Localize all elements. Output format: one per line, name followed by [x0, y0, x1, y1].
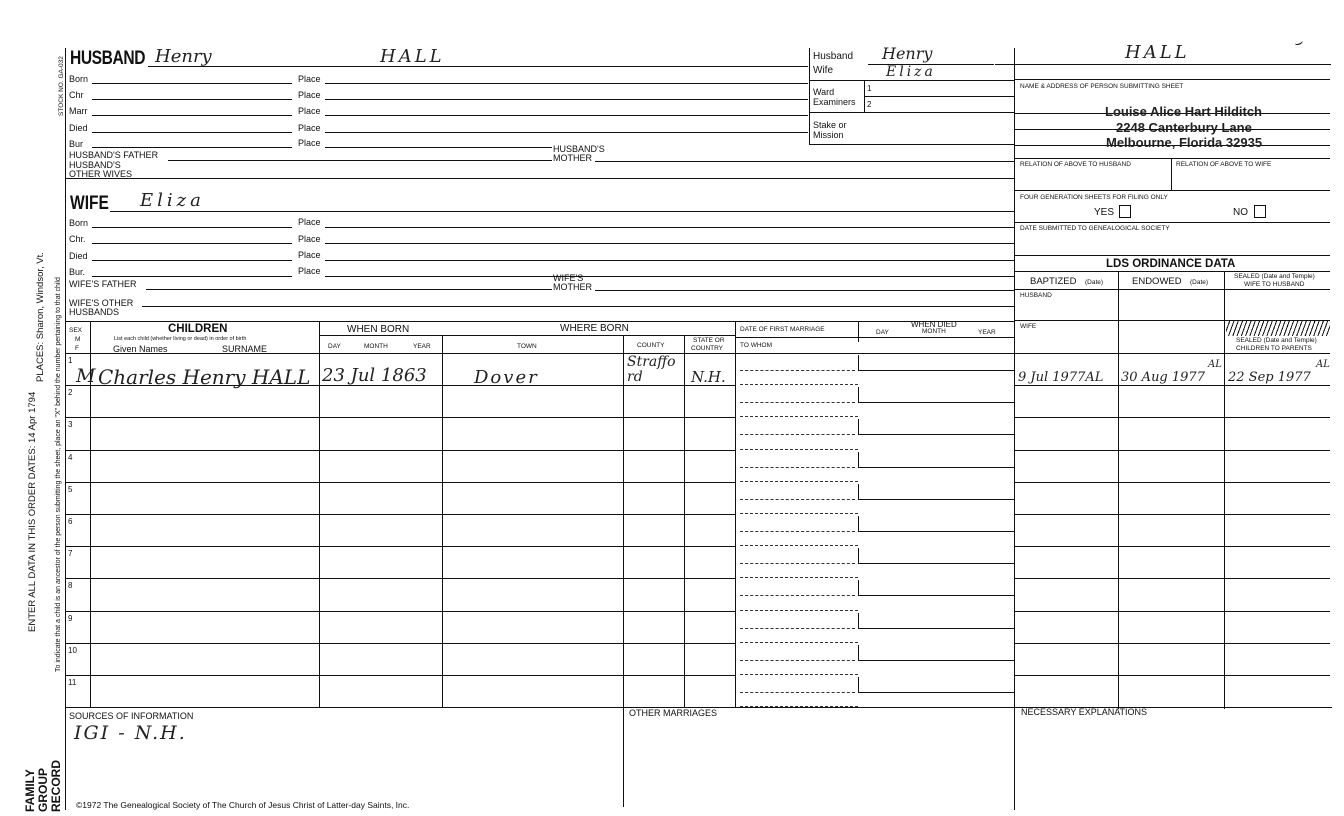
first-marriage-label: DATE OF FIRST MARRIAGE [740, 326, 825, 333]
child-row-line [65, 450, 735, 451]
child-row-line [65, 643, 735, 644]
wife-other-husbands-label-2: HUSBANDS [69, 307, 120, 317]
to-whom-line [740, 416, 858, 417]
death-date-cell[interactable] [858, 580, 1015, 596]
child1-born[interactable]: 23 Jul 1863 [322, 365, 427, 386]
born-year-label: YEAR [413, 343, 431, 350]
husband-born-place-label: Place [298, 74, 321, 84]
sex-f-label: F [75, 345, 79, 352]
child-row-number: 1 [68, 356, 73, 365]
examiner-1-label: 1 [867, 84, 872, 93]
child-row-line [65, 514, 735, 515]
tr-wife-label: Wife [813, 65, 833, 76]
lds-husband-label: HUSBAND [1020, 292, 1052, 299]
lds-row-line [1014, 482, 1330, 483]
child-row-line [65, 675, 735, 676]
husband-born-label: Born [69, 74, 89, 84]
baptized-date-label: (Date) [1085, 279, 1104, 286]
death-date-cell[interactable] [858, 645, 1015, 661]
submitter-city[interactable]: Melbourne, Florida 32935 [1106, 135, 1263, 150]
death-date-cell[interactable] [858, 419, 1015, 435]
husband-marr-label: Marr [69, 106, 88, 116]
lds-row-line [1014, 514, 1330, 515]
sealed-wife-label-1: SEALED (Date and Temple) [1234, 273, 1315, 280]
lds-wife-label: WIFE [1020, 323, 1037, 330]
relation-wife-label: RELATION OF ABOVE TO WIFE [1176, 161, 1272, 168]
marriage-date-line [740, 402, 855, 403]
child-row-number: 8 [68, 581, 73, 591]
submitter-label: NAME & ADDRESS OF PERSON SUBMITTING SHEET [1020, 83, 1184, 90]
no-label: NO [1233, 207, 1248, 218]
husband-mother-label-2: MOTHER [553, 153, 592, 163]
death-date-cell[interactable] [858, 387, 1015, 403]
husband-mother-label-1: HUSBAND'S [553, 144, 605, 154]
no-checkbox[interactable] [1254, 205, 1266, 218]
child1-sealed-temple[interactable]: AL [1316, 359, 1330, 370]
when-born-label: WHEN BORN [347, 324, 410, 335]
wife-chr-label: Chr. [69, 234, 86, 244]
surname-label: SURNAME [222, 344, 268, 354]
child1-endowed-temple[interactable]: AL [1208, 359, 1222, 370]
lds-row-line [1014, 450, 1330, 451]
endowed-date-label: (Date) [1190, 279, 1209, 286]
sex-label: SEX [69, 327, 83, 334]
child-row-number: 3 [68, 420, 73, 430]
husband-marr-place-label: Place [298, 106, 321, 116]
submitter-name[interactable]: Louise Alice Hart Hilditch [1105, 104, 1262, 119]
death-date-cell[interactable] [858, 484, 1015, 500]
child-row-number: 11 [68, 678, 77, 687]
child-row-line [65, 611, 735, 612]
wife-other-husbands-label-1: WIFE'S OTHER [69, 298, 134, 308]
marriage-date-line [740, 563, 855, 564]
died-month-label: MONTH [922, 328, 946, 335]
sources-value[interactable]: IGI - N.H. [74, 722, 187, 744]
to-whom-line [740, 513, 858, 514]
lds-title: LDS ORDINANCE DATA [1106, 258, 1236, 270]
date-submitted-label: DATE SUBMITTED TO GENEALOGICAL SOCIETY [1020, 225, 1170, 232]
state-label-1: STATE OR [693, 337, 725, 344]
lds-row-line [1014, 417, 1330, 418]
town-label: TOWN [517, 343, 537, 350]
sources-label: SOURCES OF INFORMATION [69, 711, 194, 721]
tr-husband-name[interactable]: Henry [882, 44, 933, 63]
wife-given-name[interactable]: Eliza [140, 190, 205, 211]
wife-bur-label: Bur. [69, 267, 86, 277]
wife-chr-place-label: Place [298, 234, 321, 244]
husband-bur-label: Bur [69, 139, 84, 149]
to-whom-line [740, 674, 858, 675]
lds-row-line [1014, 546, 1330, 547]
marriage-date-line [740, 660, 855, 661]
death-date-cell[interactable] [858, 516, 1015, 532]
marriage-date-line [740, 692, 855, 693]
sealed-children-label-2: CHILDREN TO PARENTS [1236, 345, 1312, 352]
marriage-date-line [740, 434, 855, 435]
wife-born-label: Born [69, 218, 89, 228]
given-names-label: Given Names [113, 344, 168, 354]
child1-baptized[interactable]: 9 Jul 1977AL [1018, 370, 1104, 385]
wife-mother-label-1: WIFE'S [553, 273, 584, 283]
to-whom-line [740, 384, 858, 385]
wife-bur-place-label: Place [298, 266, 321, 276]
child-row-number: 4 [68, 452, 73, 462]
death-date-cell[interactable] [858, 613, 1015, 629]
child1-county[interactable]: Strafford [627, 354, 676, 385]
county-label: COUNTY [637, 342, 665, 349]
marriage-date-line [740, 595, 855, 596]
husband-bur-place-label: Place [298, 138, 321, 148]
born-day-label: DAY [328, 343, 341, 350]
places-note: PLACES: Sharon, Windsor, Vt. [35, 252, 46, 382]
ward-label: Ward [813, 87, 835, 97]
when-died-label: WHEN DIED [911, 320, 957, 329]
examiners-label: Examiners [813, 97, 856, 107]
marriage-date-line [740, 628, 855, 629]
other-marriages-label: OTHER MARRIAGES [629, 708, 718, 718]
to-whom-line [740, 642, 858, 643]
child1-endowed[interactable]: 30 Aug 1977 [1121, 370, 1205, 385]
stake-label-1: Stake or [813, 120, 847, 130]
yes-label: YES [1094, 207, 1115, 218]
record-title-3: RECORD [49, 759, 63, 812]
marriage-date-line [740, 499, 855, 500]
child-row-number: 6 [68, 517, 73, 526]
child-row-number: 2 [68, 388, 73, 398]
husband-given-name[interactable]: Henry [155, 46, 212, 67]
baptized-label: BAPTIZED [1030, 276, 1077, 287]
death-date-cell[interactable] [858, 452, 1015, 468]
to-whom-line [740, 481, 858, 482]
husband-chr-place-label: Place [298, 90, 321, 100]
sealed-children-label-1: SEALED (Date and Temple) [1236, 337, 1317, 344]
wife-father-label: WIFE'S FATHER [69, 279, 137, 289]
child-row-number: 5 [68, 484, 73, 494]
husband-chr-label: Chr [69, 90, 84, 100]
ancestor-instruction: To indicate that a child is an ancestor of the person submitting the sheet, place an "X" behind the number pertaining to that child [55, 277, 62, 672]
child1-town[interactable]: Dover [474, 367, 539, 388]
examiner-2-label: 2 [867, 100, 872, 109]
to-whom-label: TO WHOM [740, 342, 773, 349]
lds-row-line [1014, 611, 1330, 612]
copyright-notice: ©1972 The Genealogical Society of The Church of Jesus Christ of Latter-day Saints, Inc. [76, 800, 410, 810]
to-whom-line [740, 577, 858, 578]
death-date-cell[interactable] [858, 548, 1015, 564]
endowed-label: ENDOWED [1132, 276, 1182, 287]
death-date-cell[interactable] [858, 355, 1015, 371]
submitter-street[interactable]: 2248 Canterbury Lane [1116, 120, 1252, 135]
record-title-1: FAMILY [23, 769, 37, 812]
child1-name[interactable]: Charles Henry HALL [98, 365, 311, 389]
husband-died-place-label: Place [298, 123, 321, 133]
child-row-line [65, 482, 735, 483]
to-whom-line [740, 610, 858, 611]
necessary-explanations-label: NECESSARY EXPLANATIONS [1021, 707, 1148, 717]
check-mark-icon: ⌣ [1291, 32, 1306, 52]
lds-row-line [1014, 675, 1330, 676]
husband-other-wives-label-1: HUSBAND'S [69, 160, 121, 170]
child-row-number: 9 [68, 613, 73, 623]
died-year-label: YEAR [978, 329, 996, 336]
child-row-number: 7 [68, 549, 73, 559]
to-whom-line [740, 449, 858, 450]
marriage-date-line [740, 370, 855, 371]
husband-surname[interactable]: HALL [380, 46, 445, 67]
lds-row-line [1014, 385, 1330, 386]
hatched-cell [1226, 321, 1330, 336]
tr-wife-name[interactable]: Eliza [886, 64, 936, 80]
four-gen-label: FOUR GENERATION SHEETS FOR FILING ONLY [1020, 194, 1168, 201]
child1-sex[interactable]: M [76, 365, 96, 387]
child-row-number: 10 [68, 645, 77, 655]
stake-label-2: Mission [813, 130, 844, 140]
state-label-2: COUNTRY [691, 345, 724, 352]
tr-surname[interactable]: HALL [1125, 42, 1190, 63]
born-month-label: MONTH [364, 343, 388, 350]
child1-state[interactable]: N.H. [691, 368, 726, 386]
sex-m-label: M [75, 336, 81, 343]
wife-died-label: Died [69, 251, 88, 261]
children-list-note: List each child (whether living or dead) in order of birth [114, 336, 247, 342]
stock-number: STOCK NO. GA-032 [58, 56, 65, 116]
husband-heading: HUSBAND [70, 48, 146, 69]
died-day-label: DAY [876, 329, 889, 336]
sealed-wife-label-2: WIFE TO HUSBAND [1244, 281, 1305, 288]
lds-row-line [1014, 578, 1330, 579]
husband-other-wives-label-2: OTHER WIVES [69, 169, 133, 179]
child-row-line [65, 546, 735, 547]
marriage-date-line [740, 467, 855, 468]
where-born-label: WHERE BORN [560, 323, 629, 334]
dates-note: ENTER ALL DATA IN THIS ORDER DATES: 14 Apr 1794 [27, 391, 38, 632]
husband-father-label: HUSBAND'S FATHER [69, 150, 159, 160]
death-date-cell[interactable] [858, 677, 1015, 693]
child-row-line [65, 417, 735, 418]
wife-born-place-label: Place [298, 217, 321, 227]
husband-died-label: Died [69, 123, 88, 133]
marriage-date-line [740, 531, 855, 532]
tr-husband-label: Husband [813, 51, 854, 62]
wife-mother-label-2: MOTHER [553, 282, 592, 292]
record-title-2: GROUP [36, 767, 50, 812]
wife-heading: WIFE [70, 193, 109, 214]
yes-checkbox[interactable] [1119, 205, 1131, 218]
lds-row-line [1014, 643, 1330, 644]
child-row-line [65, 578, 735, 579]
to-whom-line [740, 545, 858, 546]
child1-sealed[interactable]: 22 Sep 1977 [1228, 370, 1311, 385]
relation-husband-label: RELATION OF ABOVE TO HUSBAND [1020, 161, 1131, 168]
children-heading: CHILDREN [168, 323, 228, 335]
wife-died-place-label: Place [298, 250, 321, 260]
